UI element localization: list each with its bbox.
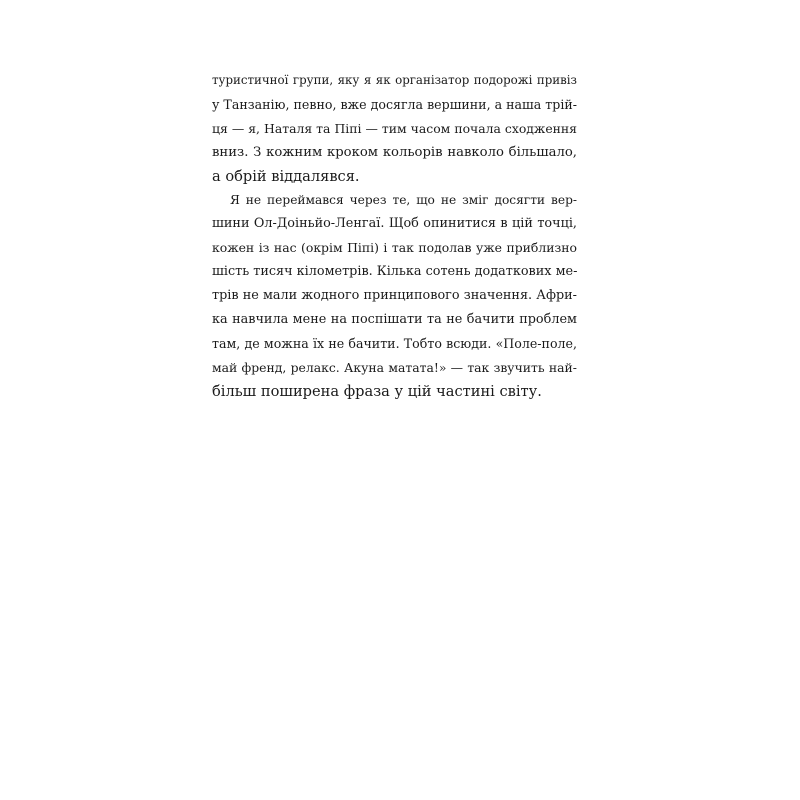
text-line: там, де можна їх не бачити. Тобто всюди. «Поле-поле,	[212, 335, 577, 351]
text-line: у Танзанію, певно, вже досягла вершини, а наша трій-	[212, 96, 577, 112]
text-line: ця — я, Наталя та Піпі — тим часом почала сходження	[212, 120, 577, 136]
paragraph-1	[212, 69, 577, 189]
text-line: трів не мали жодного принципового значення. Афри-	[212, 288, 577, 304]
text-line: туристичної групи, яку я як організатор подорожі привіз	[212, 73, 577, 87]
text-line: більш поширена фраза у цій частині світу.	[212, 382, 542, 400]
text-line: май френд, релакс. Акуна матата!» — так звучить най-	[212, 359, 577, 375]
body-text	[212, 69, 577, 404]
text-line: ка навчила мене на поспішати та не бачити проблем	[212, 312, 577, 328]
text-line: Я не переймався через те, що не зміг досягти вер-	[230, 192, 577, 207]
text-line: шість тисяч кілометрів. Кілька сотень додаткових ме-	[212, 264, 578, 280]
text-line: шини Ол-Доіньйо-Ленгаї. Щоб опинитися в цій точці,	[212, 216, 577, 232]
text-line: а обрій віддалявся.	[212, 167, 360, 185]
text-line: вниз. З кожним кроком кольорів навколо більшало,	[212, 144, 577, 160]
paragraph-2	[212, 189, 577, 404]
text-line: кожен із нас (окрім Піпі) і так подолав уже приблизно	[212, 240, 577, 256]
